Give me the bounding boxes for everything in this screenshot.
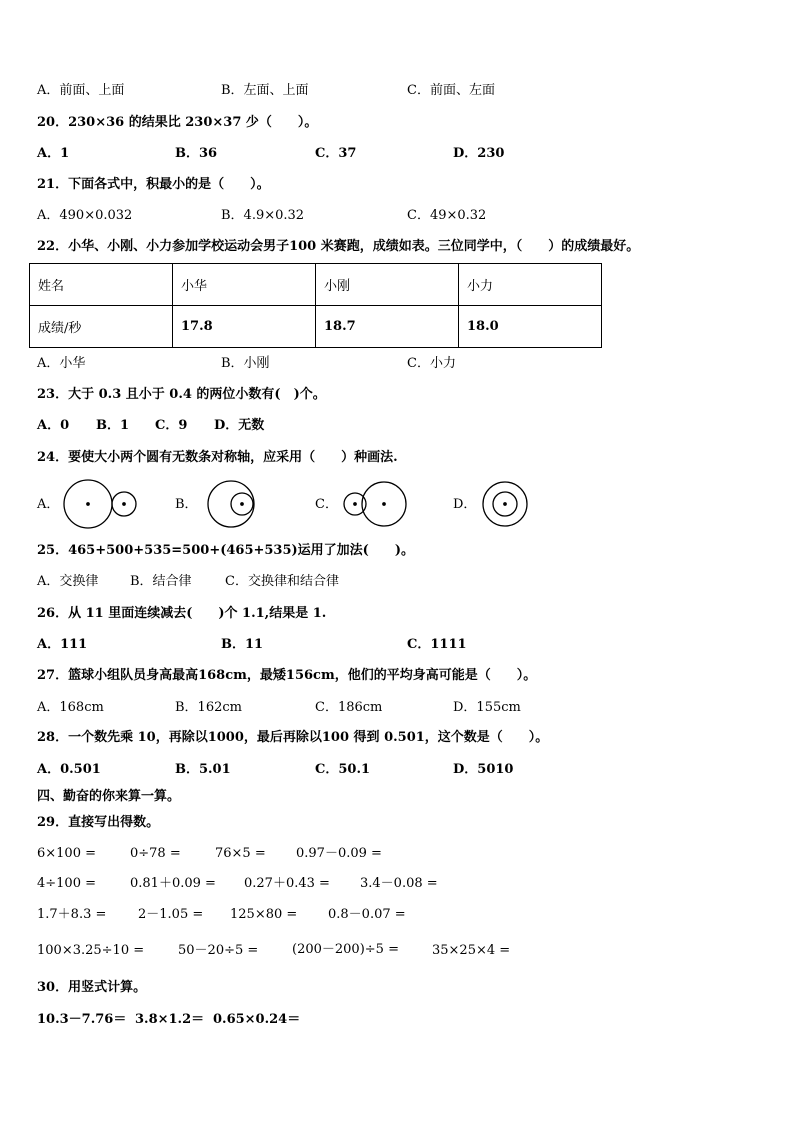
q27-option-d[interactable]: D．155cm (453, 700, 521, 715)
q30-item: 3.8×1.2＝ (135, 1012, 205, 1027)
q23-option-b[interactable]: B．1 (96, 418, 130, 433)
q23-option-c[interactable]: C．9 (155, 418, 188, 433)
q28-option-a[interactable]: A．0.501 (37, 762, 101, 777)
q19-option-a[interactable]: A．前面、上面 (37, 83, 125, 98)
q23-option-d[interactable]: D．无数 (214, 418, 265, 433)
q19-option-b[interactable]: B．左面、上面 (221, 83, 309, 98)
q29-expression: 3.4－0.08 = (360, 876, 438, 891)
q30-item: 0.65×0.24＝ (213, 1012, 301, 1027)
q26-option-b[interactable]: B．11 (221, 637, 264, 652)
table-header-cell: 小力 (459, 264, 602, 306)
q24-figure-b (208, 481, 254, 527)
q24-option-b[interactable]: B． (175, 497, 198, 512)
table-row (30, 306, 602, 348)
q24-figure-d (483, 482, 527, 526)
table-header-cell: 小刚 (316, 264, 459, 306)
q25-option-a[interactable]: A．交换律 (37, 574, 99, 589)
q24-figure-a (64, 480, 136, 528)
q23-option-a[interactable]: A．0 (37, 418, 70, 433)
q22-option-b[interactable]: B．小刚 (221, 356, 270, 371)
q22-option-c[interactable]: C．小力 (407, 356, 456, 371)
q27-stem: 27．篮球小组队员身高最高168cm，最矮156cm，他们的平均身高可能是（ ）。 (37, 668, 537, 683)
q29-expression: 6×100 = (37, 846, 97, 861)
q23-stem: 23．大于 0.3 且小于 0.4 的两位小数有( )个。 (37, 387, 326, 402)
q19-option-c[interactable]: C．前面、左面 (407, 83, 495, 98)
q21-option-a[interactable]: A．490×0.032 (37, 208, 133, 223)
q24-option-a[interactable]: A． (37, 497, 60, 512)
table-cell: 17.8 (173, 306, 316, 348)
q28-option-d[interactable]: D．5010 (453, 762, 514, 777)
q30-stem: 30．用竖式计算。 (37, 980, 147, 995)
q29-expression: 35×25×4 = (432, 943, 511, 958)
q28-stem: 28．一个数先乘 10，再除以1000，最后再除以100 得到 0.501，这个数是（ ）。 (37, 730, 549, 745)
q24-figure-c (344, 482, 406, 526)
section-title: 四、勤奋的你来算一算。 (37, 789, 181, 804)
q29-expression: 4÷100 = (37, 876, 97, 891)
q29-expression: 2－1.05 = (138, 907, 204, 922)
q29-expression: 1.7＋8.3 = (37, 907, 107, 922)
table-cell: 18.7 (316, 306, 459, 348)
q29-expression: 0.81＋0.09 = (130, 876, 216, 891)
q26-option-c[interactable]: C．1111 (407, 637, 467, 652)
q20-option-c[interactable]: C．37 (315, 146, 357, 161)
table-cell: 18.0 (459, 306, 602, 348)
q25-option-b[interactable]: B．结合律 (130, 574, 192, 589)
q26-stem: 26．从 11 里面连续减去( )个 1.1,结果是 1. (37, 606, 327, 621)
q20-option-a[interactable]: A．1 (37, 146, 70, 161)
q25-option-c[interactable]: C．交换律和结合律 (225, 574, 339, 589)
q21-option-c[interactable]: C．49×0.32 (407, 208, 487, 223)
q24-stem: 24．要使大小两个圆有无数条对称轴，应采用（ ）种画法. (37, 450, 398, 465)
q20-stem: 20．230×36 的结果比 230×37 少（ ）。 (37, 115, 318, 130)
table-row (30, 264, 602, 306)
q24-option-d[interactable]: D． (453, 497, 477, 512)
q22-option-a[interactable]: A．小华 (37, 356, 86, 371)
q27-option-c[interactable]: C．186cm (315, 700, 383, 715)
q25-stem: 25．465+500+535=500+(465+535)运用了加法( )。 (37, 543, 414, 558)
q24-circle-figures (0, 478, 794, 534)
q29-expression: (200－200)÷5 = (292, 942, 399, 957)
table-header-cell: 姓名 (30, 264, 173, 306)
q27-option-b[interactable]: B．162cm (175, 700, 242, 715)
q28-option-c[interactable]: C．50.1 (315, 762, 371, 777)
q21-stem: 21．下面各式中，积最小的是（ ）。 (37, 177, 270, 192)
q24-option-c[interactable]: C． (315, 497, 338, 512)
q29-expression: 0.97－0.09 = (296, 846, 382, 861)
q27-option-a[interactable]: A．168cm (37, 700, 104, 715)
q20-option-b[interactable]: B．36 (175, 146, 218, 161)
q29-expression: 125×80 = (230, 907, 298, 922)
q29-expression: 50－20÷5 = (178, 943, 259, 958)
q30-item: 10.3－7.76＝ (37, 1012, 127, 1027)
q22-score-table (29, 263, 602, 348)
q20-option-d[interactable]: D．230 (453, 146, 505, 161)
q26-option-a[interactable]: A．111 (37, 637, 88, 652)
q29-expression: 76×5 = (215, 846, 266, 861)
q29-expression: 0÷78 = (130, 846, 181, 861)
q21-option-b[interactable]: B．4.9×0.32 (221, 208, 305, 223)
q28-option-b[interactable]: B．5.01 (175, 762, 231, 777)
table-cell: 成绩/秒 (30, 306, 173, 348)
q29-expression: 0.8－0.07 = (328, 907, 406, 922)
q29-stem: 29．直接写出得数。 (37, 815, 160, 830)
q29-expression: 100×3.25÷10 = (37, 943, 145, 958)
q29-expression: 0.27＋0.43 = (244, 876, 330, 891)
q22-stem: 22．小华、小刚、小力参加学校运动会男子100 米赛跑，成绩如表。三位同学中，（ ）的成绩最好。 (37, 239, 640, 254)
table-header-cell: 小华 (173, 264, 316, 306)
